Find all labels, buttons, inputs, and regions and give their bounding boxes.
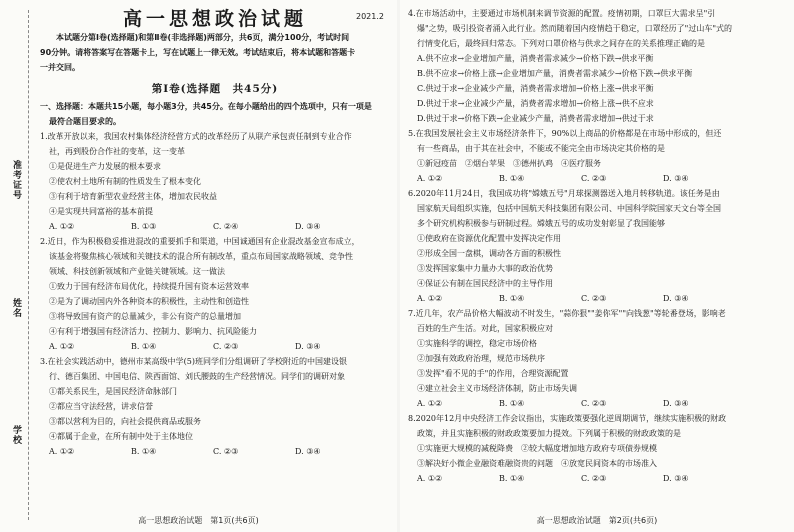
- answer-options: [40, 219, 390, 234]
- question-stem: 行情变化后，最终回归常态。下列对口罩价格与供求之间存在的关系推理正确的是: [417, 39, 705, 48]
- binding-gutter: [0, 0, 38, 532]
- question-item: ②加强有效政府治理，规范市场秩序: [417, 354, 545, 363]
- question-stem: 行、德百集团、中国电信、陕西面馆、刘氏腰鼓的生产经营情况。同学们的调研对象: [49, 372, 345, 381]
- option-d: D. ③④: [663, 474, 689, 483]
- option-c: C. ②③: [213, 342, 239, 351]
- option-b: B. ①④: [131, 342, 157, 351]
- option-d: D. ③④: [295, 342, 321, 351]
- option-a: A. ①②: [417, 174, 443, 183]
- question-stem: 百姓的生产生活。对此，国家积极应对: [417, 324, 553, 333]
- option-c: C. ②③: [213, 447, 239, 456]
- question-stem: 社，再到股份合作社的变革，这一变革: [49, 147, 185, 156]
- option-a: A. ①②: [49, 342, 75, 351]
- page-footer: 高一思想政治试题 第1页(共6页): [138, 516, 259, 525]
- question-item: ②是为了调动国内外各种资本的积极性，主动性和创造性: [49, 297, 249, 306]
- answer-options: [40, 444, 390, 459]
- question-stem: 多个研究机构积极参与研制过程。嫦娥五号的成功发射彰显了我国能够: [417, 219, 665, 228]
- question-item: D.供过于求→价格下跌→企业减少产量，消费者需求增加→供过于求: [417, 114, 654, 123]
- question-stem: 爆"之势，吸引投资者涌入此行业。然而随着国内疫情趋于稳定，口罩经历了"过山车"式的: [417, 24, 733, 33]
- question-item: ①都关系民生，是国民经济命脉部门: [49, 387, 177, 396]
- title-row: [40, 0, 390, 30]
- question-item: A.供不应求→企业增加产量，消费者需求减少→价格下跌→供求平衡: [417, 54, 654, 63]
- question-item: ③发挥国家集中力量办大事的政治优势: [417, 264, 553, 273]
- answer-options: [408, 471, 788, 486]
- question-item: ④是实现共同富裕的基本前提: [49, 207, 153, 216]
- option-d: D. ③④: [663, 174, 689, 183]
- instruction-line: 最符合题目要求的。: [49, 117, 121, 126]
- question-item: ③发挥"看不见的手"的作用，合理资源配置: [417, 369, 569, 378]
- gutter-label-school: 学校: [11, 425, 21, 445]
- option-b: B. ①④: [499, 399, 525, 408]
- notice-line: 90分钟。请将答案写在答题卡上，写在试题上一律无效。考试结束后，将本试题和答题卡: [40, 48, 356, 57]
- question-item: ③有利于培育新型农业经营主体，增加农民收益: [49, 192, 217, 201]
- gutter-label-exam-number: 准考证号: [11, 160, 21, 200]
- option-a: A. ①②: [49, 222, 75, 231]
- option-c: C. ②③: [581, 474, 607, 483]
- question-stem: 有一些商品，由于其在社会中，不能或不能完全由市场决定其价格的是: [417, 144, 665, 153]
- question-5: [408, 126, 788, 186]
- question-item: ①致力于国有经济布局优化，持续提升国有资本运营效率: [49, 282, 249, 291]
- question-item: ①实施科学的调控，稳定市场价格: [417, 339, 537, 348]
- question-item: ①实施更大规模的减税降费 ②较大幅度增加地方政府专项债券规模: [417, 444, 657, 453]
- option-c: C. ②③: [581, 294, 607, 303]
- option-a: A. ①②: [49, 447, 75, 456]
- answer-options: [40, 339, 390, 354]
- question-8: [408, 411, 788, 486]
- question-stem: 领域、科技创新领域和产业链关键领域。这一做法: [49, 267, 225, 276]
- option-c: C. ②④: [213, 222, 239, 231]
- section-title: 第Ⅰ卷(选择题 共45分): [151, 83, 279, 95]
- left-column: [40, 0, 390, 459]
- question-3: [40, 354, 390, 459]
- question-item: ④有利于增强国有经济活力、控制力、影响力、抗风险能力: [49, 327, 257, 336]
- option-c: C. ②③: [581, 174, 607, 183]
- instruction-line: 一、选择题：本题共15小题，每小题3分，共45分。在每小题给出的四个选项中，只有一项是: [40, 102, 372, 111]
- answer-options: [408, 396, 788, 411]
- page-footer: 高一思想政治试题 第2页(共6页): [536, 516, 658, 525]
- question-item: C.供过于求→企业减少产量，消费者需求增加→价格上涨→供求平衡: [417, 84, 654, 93]
- question-stem: 6.2020年11月24日，我国成功将"嫦娥五号"月球探测器送入地月转移轨道。该任务是由: [408, 189, 720, 198]
- question-item: ②形成全国一盘棋，调动各方面的积极性: [417, 249, 561, 258]
- question-item: ②使农村土地所有制的性质发生了根本变化: [49, 177, 201, 186]
- option-b: B. ①④: [131, 447, 157, 456]
- notice-line: 一并交回。: [40, 63, 80, 72]
- question-item: ③将导致国有资产的总量减少，非公有资产的总量增加: [49, 312, 241, 321]
- question-stem: 5.在我国发展社会主义市场经济条件下，90%以上商品的价格都是在市场中形成的，但还: [408, 129, 722, 138]
- question-stem: 国家航天局组织实施，包括中国航天科技集团有限公司、中国科学院国家天文台等全国: [417, 204, 721, 213]
- question-4: [408, 6, 788, 126]
- question-stem: 3.在社会实践活动中，德州市某高级中学(5)班同学们分组调研了学校附近的中国建设银: [40, 357, 347, 366]
- question-stem: 4.在市场活动中，主要通过市场机制来调节资源的配置。疫情初期，口罩巨大需求呈"引: [408, 9, 716, 18]
- exam-page-2: [400, 0, 794, 532]
- question-1: [40, 129, 390, 234]
- question-item: ③解决好小微企业融资难融资贵的问题 ④放宽民间资本的市场准入: [417, 459, 657, 468]
- option-b: B. ①④: [499, 174, 525, 183]
- question-item: ①新冠疫苗 ②烟台苹果 ③德州扒鸡 ④医疗服务: [417, 159, 601, 168]
- cut-line: [28, 10, 29, 520]
- question-2: [40, 234, 390, 354]
- right-column: [408, 0, 788, 486]
- question-stem: 7.近几年，农产品价格大幅波动不时发生，"蒜你狠""姜你军""向钱葱"等轮番登场，影响老: [408, 309, 726, 318]
- question-item: ④保证公有制在国民经济中的主导作用: [417, 279, 553, 288]
- option-a: A. ①②: [417, 474, 443, 483]
- option-a: A. ①②: [417, 294, 443, 303]
- option-a: A. ①②: [417, 399, 443, 408]
- answer-options: [408, 171, 788, 186]
- question-stem: 8.2020年12月中央经济工作会议指出，实施政策要强化逆周期调节，继续实施积极的财政: [408, 414, 727, 423]
- question-7: [408, 306, 788, 411]
- question-item: ④都属于企业，在所有制中处于主体地位: [49, 432, 193, 441]
- question-stem: 该基金将聚焦核心领域和关键技术的混合所有制改革，重点布局国家战略领域、竞争性: [49, 252, 353, 261]
- exam-title: 高一思想政治试题: [122, 8, 307, 30]
- question-item: ①使政府在资源优化配置中发挥决定作用: [417, 234, 561, 243]
- question-item: B.供不应求→价格上涨→企业增加产量，消费者需求减少→价格下跌→供求平衡: [417, 69, 693, 78]
- question-item: ④建立社会主义市场经济体制，防止市场失调: [417, 384, 577, 393]
- notice-line: 本试题分第Ⅰ卷(选择题)和第Ⅱ卷(非选择题)两部分，共6页，满分100分，考试时间: [56, 33, 350, 42]
- question-stem: 1.改革开放以来，我国农村集体经济经营方式的改革经历了从联产承包责任制到专业合作: [40, 132, 352, 141]
- option-b: B. ①④: [499, 294, 525, 303]
- option-b: B. ①③: [131, 222, 157, 231]
- question-6: [408, 186, 788, 306]
- question-item: D.供过于求→企业减少产量，消费者需求增加→价格上涨→供不应求: [417, 99, 654, 108]
- option-d: D. ③④: [663, 399, 689, 408]
- option-d: D. ③④: [295, 222, 321, 231]
- option-d: D. ③④: [295, 447, 321, 456]
- option-d: D. ③④: [663, 294, 689, 303]
- answer-options: [408, 291, 788, 306]
- exam-date: 2021.2: [356, 12, 384, 21]
- gutter-label-name: 姓名: [11, 298, 21, 318]
- question-stem: 政策，并且实施积极的财政政策要加力提效。下列属于积极的财政政策的是: [417, 429, 681, 438]
- question-stem: 2.近日，作为积极稳妥推进混改的重要抓手和渠道，中国诚通国有企业混改基金宣布成立，: [40, 237, 360, 246]
- option-b: B. ①④: [499, 474, 525, 483]
- question-item: ③都以营利为目的，向社会提供商品或服务: [49, 417, 201, 426]
- question-item: ②都应当守法经营，讲求信誉: [49, 402, 153, 411]
- question-item: ①是促进生产力发展的根本要求: [49, 162, 161, 171]
- option-c: C. ②③: [581, 399, 607, 408]
